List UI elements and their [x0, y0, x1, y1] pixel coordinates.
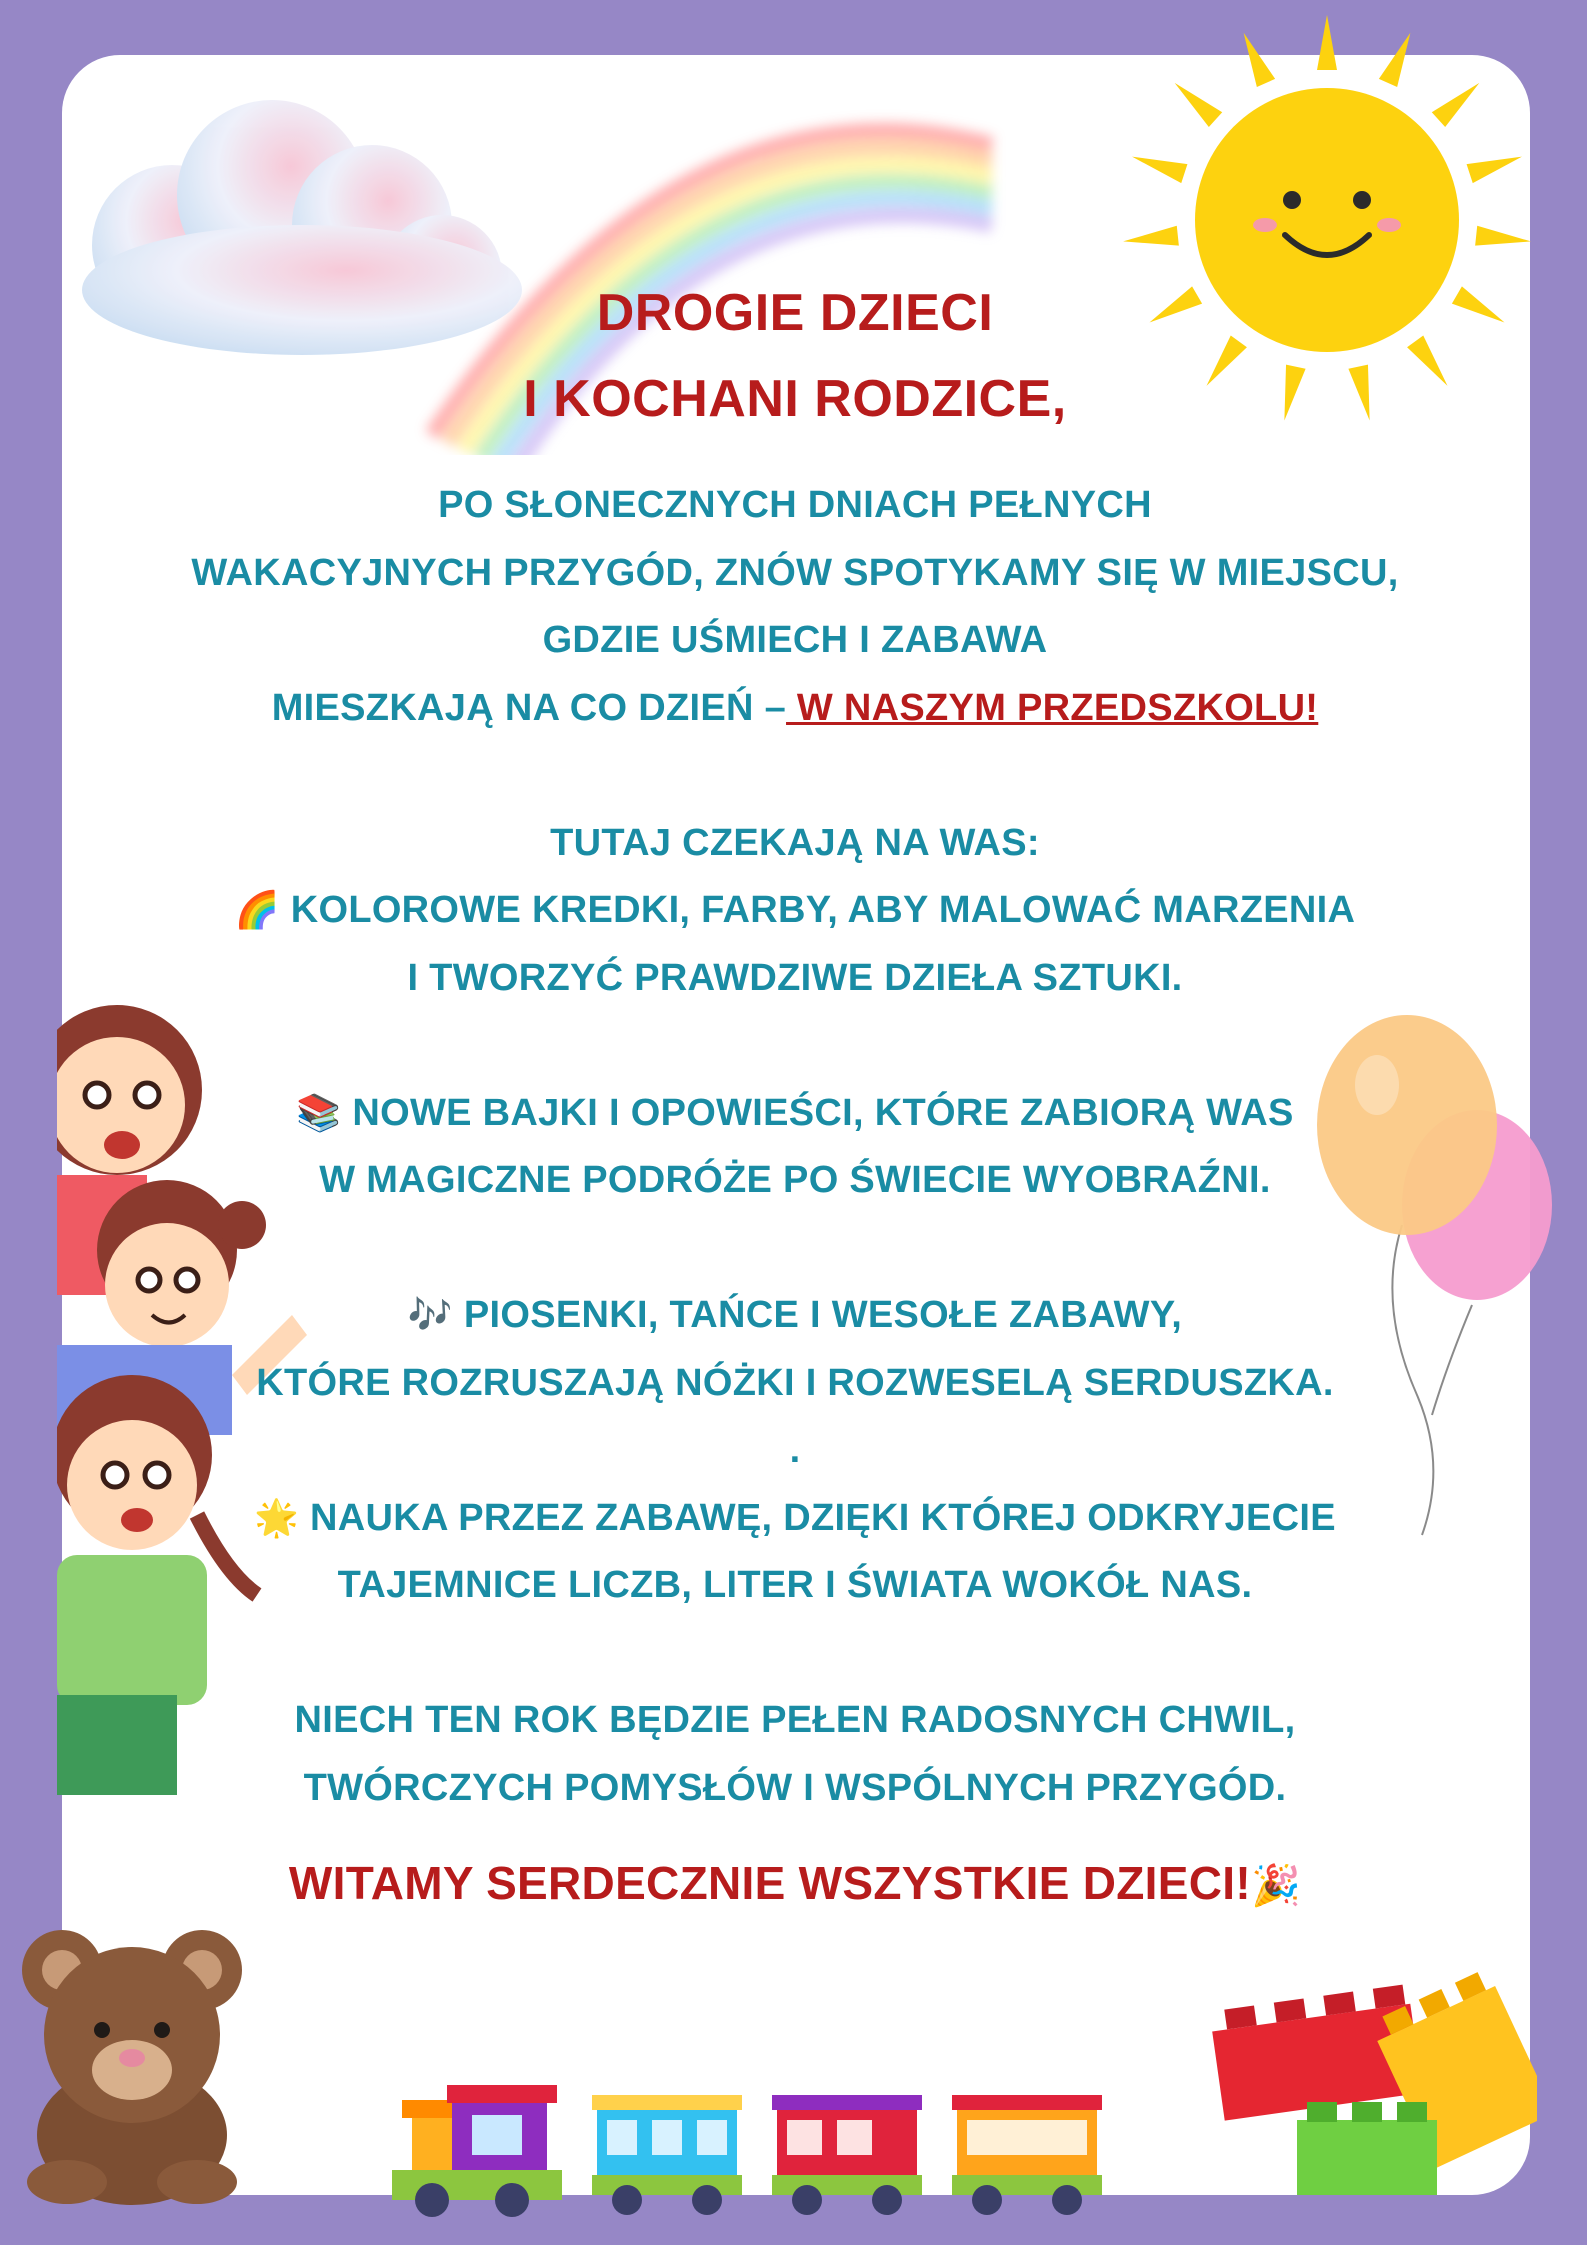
- wish-line-2: TWÓRCZYCH POMYSŁÓW I WSPÓLNYCH PRZYGÓD.: [303, 1766, 1287, 1809]
- heading-line-2: I KOCHANI RODZICE,: [523, 370, 1067, 428]
- closing-line: [130, 1848, 1460, 1921]
- intro-line-1: PO SŁONECZNYCH DNIACH PEŁNYCH: [438, 484, 1152, 526]
- intro-line-3: GDZIE UŚMIECH I ZABAWA: [542, 619, 1048, 661]
- item-3-line-1: [130, 1282, 1460, 1350]
- toy-blocks-illustration: [1207, 1970, 1537, 2195]
- preschool-highlight: W NASZYM PRZEDSZKOLU!: [786, 686, 1319, 729]
- item-3-line-3: .: [789, 1429, 801, 1471]
- glowing-star-icon: 🌟: [254, 1497, 300, 1539]
- letter-text: [130, 270, 1460, 1921]
- teddy-bear-illustration: [7, 1920, 257, 2205]
- wish-line-1: NIECH TEN ROK BĘDZIE PEŁEN RADOSNYCH CHWIL,: [294, 1699, 1296, 1741]
- item-4-line-2: TAJEMNICE LICZB, LITER I ŚWIATA WOKÓŁ NAS.: [337, 1564, 1253, 1606]
- item-4-line-1: [130, 1485, 1460, 1553]
- item-3-line-2: KTÓRE ROZRUSZAJĄ NÓŻKI I ROZWESELĄ SERDUSZKA.: [256, 1361, 1334, 1404]
- books-icon: 📚: [296, 1092, 342, 1134]
- item-4-text: NAUKA PRZEZ ZABAWĘ, DZIĘKI KTÓREJ ODKRYJECIE: [299, 1496, 1336, 1539]
- item-2-text: NOWE BAJKI I OPOWIEŚCI, KTÓRE ZABIORĄ WAS: [341, 1091, 1294, 1134]
- item-2-line-2: W MAGICZNE PODRÓŻE PO ŚWIECIE WYOBRAŹNI.: [319, 1159, 1271, 1201]
- music-notes-icon: 🎶: [407, 1295, 453, 1336]
- item-1-text: KOLOROWE KREDKI, FARBY, ABY MALOWAĆ MARZENIA: [279, 889, 1356, 931]
- closing-text: WITAMY SERDECZNIE WSZYSTKIE DZIECI!: [288, 1857, 1251, 1909]
- party-popper-icon: 🎉: [1250, 1863, 1302, 1909]
- rainbow-icon: 🌈: [234, 890, 280, 931]
- toy-train-illustration: [392, 2060, 1212, 2220]
- spacer: [130, 742, 1460, 810]
- spacer: [130, 1012, 1460, 1080]
- item-3-text: PIOSENKI, TAŃCE I WESOŁE ZABAWY,: [452, 1294, 1183, 1336]
- item-1-line-2: I TWORZYĆ PRAWDZIWE DZIEŁA SZTUKI.: [407, 956, 1183, 999]
- intro-line-4: [130, 675, 1460, 743]
- item-2-line-1: [130, 1080, 1460, 1148]
- spacer: [130, 1215, 1460, 1283]
- spacer: [130, 1620, 1460, 1688]
- intro-line-2: WAKACYJNYCH PRZYGÓD, ZNÓW SPOTYKAMY SIĘ W MIEJSCU,: [191, 551, 1399, 594]
- heading-line-1: DROGIE DZIECI: [596, 284, 994, 342]
- item-1-line-1: [130, 877, 1460, 945]
- list-intro: TUTAJ CZEKAJĄ NA WAS:: [550, 821, 1040, 864]
- intro-line-4-prefix: MIESZKAJĄ NA CO DZIEŃ –: [271, 686, 787, 729]
